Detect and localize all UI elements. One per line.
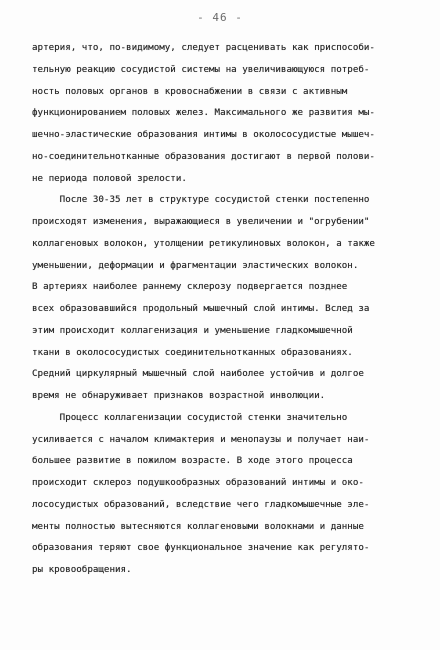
text-line: ры кровообращения. bbox=[32, 564, 132, 575]
text-line: усиливается с началом климактерия и менопаузы и получает наи- bbox=[32, 433, 370, 445]
text-line: большее развитие в пожилом возрасте. В ходе этого процесса bbox=[32, 455, 353, 467]
text-line: уменьшении, деформации и фрагментации эластических волокон. bbox=[32, 259, 359, 271]
text-line: образования теряют свое функциональное значение как регулято- bbox=[32, 542, 370, 554]
text-line: После 30-35 лет в структуре сосудистой стенки постепенно bbox=[32, 194, 370, 206]
text-line: происходят изменения, выражающиеся в увеличении и "огрубении" bbox=[32, 216, 370, 227]
text-line: происходит склероз подушкообразных образований интимы и око- bbox=[32, 477, 364, 488]
text-line: артерия, что, по-видимому, следует расценивать как приспособи- bbox=[32, 42, 375, 53]
text-line: коллагеновых волокон, утолщении ретикулиновых волокон, а также bbox=[32, 237, 375, 249]
page-number: - 46 - bbox=[197, 11, 243, 24]
text-line: ткани в околососудистых соединительнотканных образованиях. bbox=[32, 346, 353, 358]
text-line: лососудистых образований, вследствие чего гладкомышечные эле- bbox=[32, 498, 370, 510]
text-line: В артериях наиболее раннему склерозу подвергается позднее bbox=[32, 281, 348, 293]
text-line: Средний циркулярный мышечный слой наиболее устойчив и долгое bbox=[32, 368, 364, 380]
text-line: ность половых органов в кровоснабжении в связи с активным bbox=[32, 85, 348, 97]
text-line: не периода половой зрелости. bbox=[32, 172, 187, 184]
text-line: время не обнаруживает признаков возрастной инволюции. bbox=[32, 390, 326, 401]
body-text bbox=[32, 37, 422, 581]
text-line: но-соединительнотканные образования достигают в первой полови- bbox=[32, 150, 375, 162]
text-line: менты полностью вытесняются коллагеновыми волокнами и данные bbox=[32, 520, 364, 532]
text-line: шечно-эластические образования интимы в околососудистые мышеч- bbox=[32, 129, 375, 140]
text-line: этим происходит коллагенизация и уменьшение гладкомышечной bbox=[32, 324, 353, 336]
text-line: Процесс коллагенизации сосудистой стенки значительно bbox=[32, 411, 348, 423]
text-line: всех образовавшийся продольный мышечный слой интимы. Вслед за bbox=[32, 303, 370, 314]
text-line: тельную реакцию сосудистой системы на увеличивающуюся потреб- bbox=[32, 63, 370, 75]
text-line: функционированием половых желез. Максимального же развития мы- bbox=[32, 107, 375, 119]
